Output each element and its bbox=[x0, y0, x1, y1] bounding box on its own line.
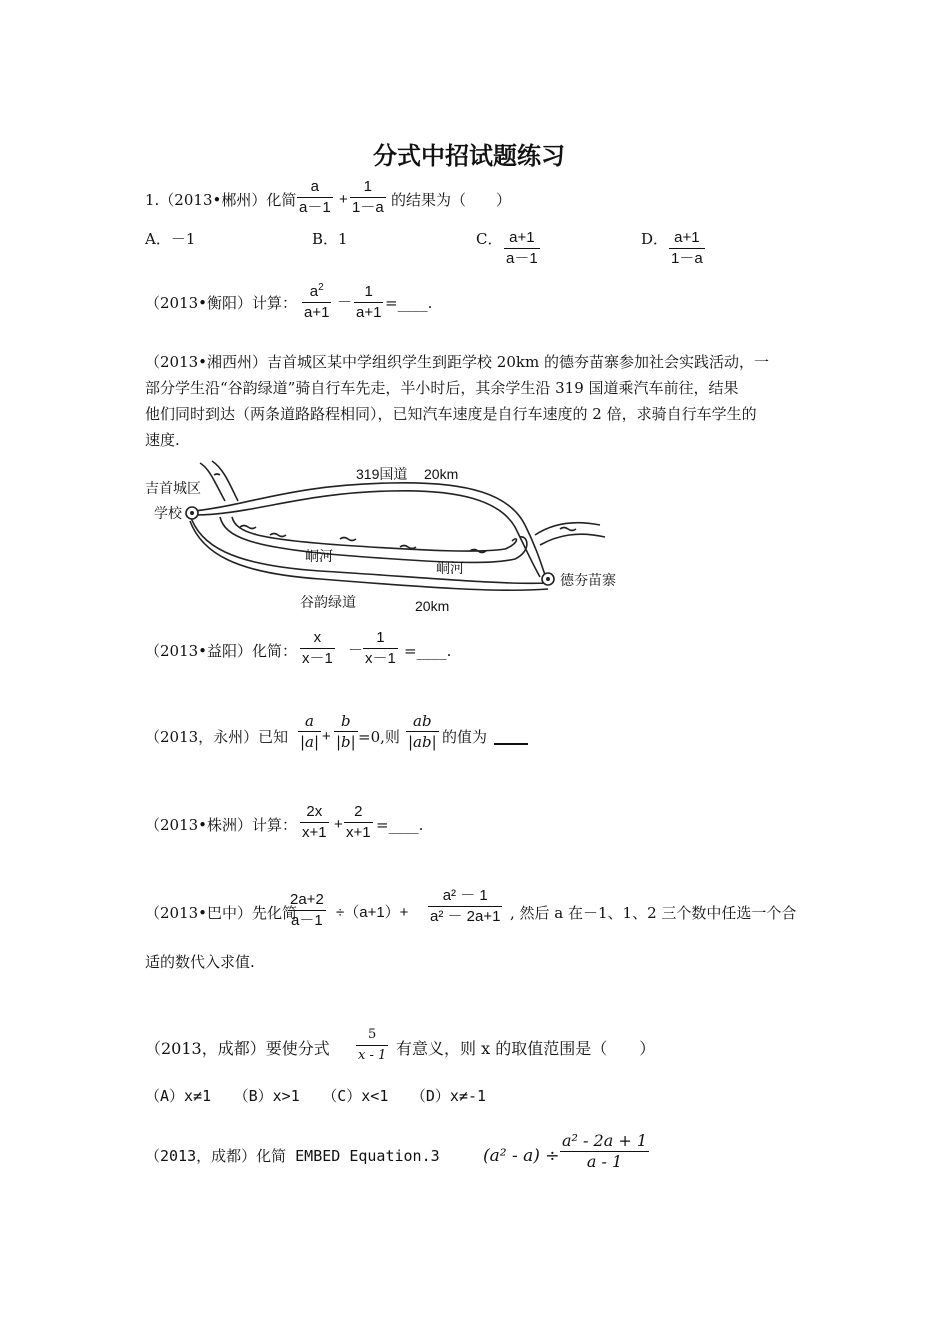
q4-suffix: =____. bbox=[404, 642, 452, 660]
q6-fraction-2: 2 x+1 bbox=[346, 803, 371, 841]
map-label-river-2: 峒河 bbox=[436, 560, 464, 576]
q1-option-c-label: C． bbox=[476, 230, 503, 248]
q1-option-d-label: D． bbox=[641, 230, 669, 248]
q8-prefix: （2013，成都）要使分式 bbox=[145, 1039, 330, 1058]
q5-fraction-3: ab |ab| bbox=[408, 712, 437, 751]
q2-fraction-2: 1 a+1 bbox=[356, 283, 382, 321]
q5-mid: =0,则 bbox=[358, 728, 400, 746]
q1-option-a: A．－1 bbox=[145, 230, 196, 248]
map-label-dist-top: 20km bbox=[424, 466, 459, 482]
q6-suffix: =____. bbox=[376, 816, 424, 834]
q5-answer-blank[interactable] bbox=[494, 729, 528, 745]
q1-option-b: B．1 bbox=[312, 230, 348, 248]
q1-prefix: 1.（2013•郴州）化简 bbox=[145, 191, 297, 209]
route-map bbox=[140, 455, 640, 625]
map-label-river-1: 峒河 bbox=[305, 548, 333, 564]
q4-prefix: （2013•益阳）化简： bbox=[145, 642, 298, 660]
q4-fraction-1: x x－1 bbox=[302, 629, 333, 667]
map-label-dest: 德夯苗寨 bbox=[560, 572, 616, 588]
q1-plus: + bbox=[339, 191, 348, 208]
q5-prefix: （2013，永州）已知 bbox=[145, 728, 289, 746]
q2-suffix: =____. bbox=[385, 294, 433, 312]
q1-option-d-fraction: a+1 1－a bbox=[671, 229, 703, 267]
q9-expression: (a² - a) ÷ bbox=[483, 1146, 560, 1166]
q4-minus: － bbox=[348, 642, 364, 659]
q7-fraction-1: 2a+2 a－1 bbox=[290, 891, 324, 929]
q9-prefix: （2013，成都）化简 EMBED Equation.3 bbox=[145, 1147, 440, 1165]
q9-fraction: a² - 2a + 1 a - 1 bbox=[562, 1131, 648, 1171]
q1-fraction-2: 1 1－a bbox=[352, 178, 384, 216]
q1-option-c-fraction: a+1 a－1 bbox=[506, 229, 538, 267]
q7-suffix: , 然后 a 在－1、1、2 三个数中任选一个合 bbox=[510, 904, 797, 922]
q5-plus: + bbox=[322, 728, 331, 745]
q3-line-2: 部分学生沿“谷韵绿道”骑自行车先走，半小时后，其余学生沿 319 国道乘汽车前往，结果 bbox=[145, 379, 739, 397]
q6-prefix: （2013•株洲）计算： bbox=[145, 816, 298, 834]
q1-suffix: 的结果为（ ） bbox=[391, 191, 512, 209]
q7-line-2: 适的数代入求值. bbox=[145, 953, 255, 971]
page-title: 分式中招试题练习 bbox=[373, 141, 565, 170]
q7-fraction-2: a² － 1 a² － 2a+1 bbox=[430, 887, 501, 925]
map-label-school: 学校 bbox=[154, 505, 182, 521]
q5-fraction-2: b |b| bbox=[336, 712, 356, 751]
q1-fraction-1: a a－1 bbox=[299, 178, 331, 216]
q8-fraction: 5 x - 1 bbox=[358, 1027, 387, 1063]
q3-line-3: 他们同时到达（两条道路路程相同），已知汽车速度是自行车速度的 2 倍，求骑自行车学生的 bbox=[145, 405, 757, 423]
q7-mid: ÷（a+1）+ bbox=[336, 904, 409, 921]
q5-suffix: 的值为 bbox=[442, 728, 488, 746]
q2-minus: － bbox=[337, 294, 353, 311]
q7-prefix: （2013•巴中）先化简 bbox=[145, 904, 298, 922]
q6-fraction-1: 2x x+1 bbox=[302, 803, 327, 841]
map-label-road-bottom: 谷韵绿道 bbox=[300, 594, 356, 610]
q8-options: （A）x≠1 （B）x>1 （C）x<1 （D）x≠-1 bbox=[145, 1087, 487, 1105]
map-label-city: 吉首城区 bbox=[145, 480, 201, 496]
map-label-road-top: 319国道 bbox=[356, 466, 408, 482]
q3-line-4: 速度. bbox=[145, 431, 180, 449]
q6-plus: + bbox=[334, 816, 343, 833]
q8-suffix: 有意义，则 x 的取值范围是（ ） bbox=[396, 1039, 656, 1058]
q2-fraction-1: $a^2$ a+1 bbox=[304, 282, 330, 321]
map-label-dist-bottom: 20km bbox=[415, 598, 450, 614]
q2-prefix: （2013•衡阳）计算： bbox=[145, 294, 298, 312]
q4-fraction-2: 1 x－1 bbox=[365, 629, 396, 667]
q5-fraction-1: a |a| bbox=[300, 712, 320, 751]
q3-line-1: （2013•湘西州）吉首城区某中学组织学生到距学校 20km 的德夯苗寨参加社会实践活动，一 bbox=[145, 353, 769, 371]
